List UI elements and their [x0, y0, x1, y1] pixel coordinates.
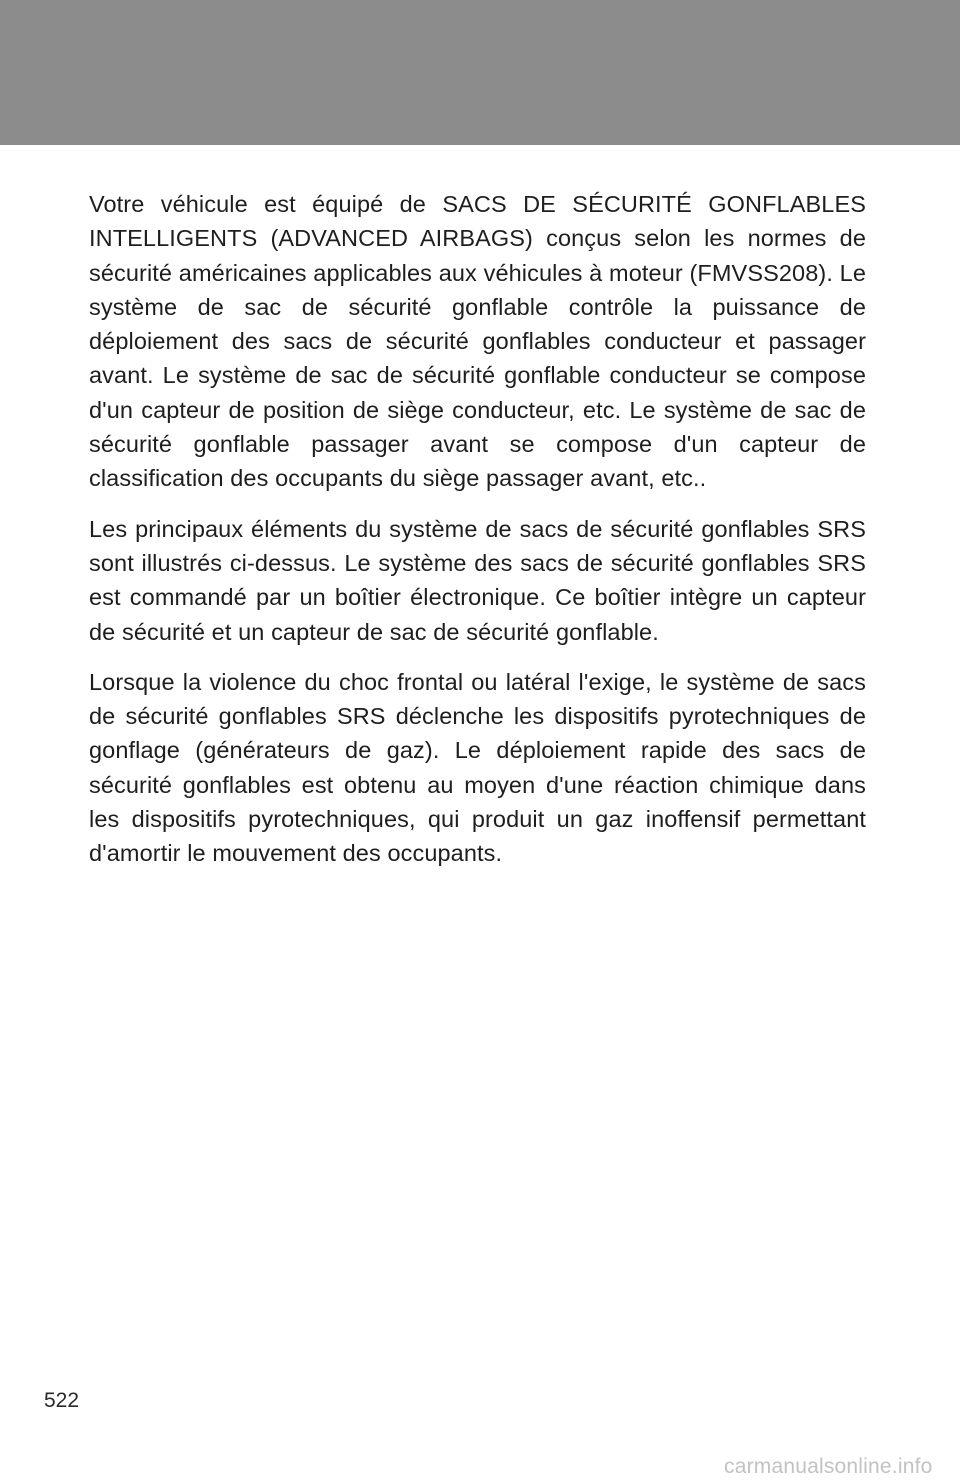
paragraph-deployment: Lorsque la violence du choc frontal ou latéral l'exige, le système de sacs de sécurité gonflables SRS déclenche les dispositifs pyrotechniques de gonflage (générateurs de gaz). Le déploiement rapide des sacs de sécurité gonflables est obtenu au moyen d'une réaction chimique dans les dispositifs pyrotechniques, qui produit un gaz inoffensif permettant d'amortir le mouvement des occupants. [89, 668, 866, 867]
body-text [89, 187, 866, 887]
paragraph-srs-components: Les principaux éléments du système de sacs de sécurité gonflables SRS sont illustrés ci-dessus. Le système des sacs de sécurité gonflables SRS est commandé par un boîtier électronique. Ce boîtier intègre un capteur de sécurité et un capteur de sac de sécurité gonflable. [89, 515, 866, 645]
watermark: carmanualsonline.info [724, 1455, 933, 1478]
paragraph-advanced-airbags: Votre véhicule est équipé de SACS DE SÉCURITÉ GONFLABLES INTELLIGENTS (ADVANCED AIRBAGS) conçus selon les normes de sécurité américaines applicables aux véhicules à moteur (FMVSS208). Le système de sac de sécurité gonflable contrôle la puissance de déploiement des sacs de sécurité gonflables conducteur et passager avant. Le système de sac de sécurité gonflable conducteur se compose d'un capteur de position de siège conducteur, etc. Le système de sac de sécurité gonflable passager avant se compose d'un capteur de classification des occupants du siège passager avant, etc.. [89, 191, 866, 492]
page-number: 522 [44, 1389, 80, 1412]
header-band [0, 0, 960, 145]
